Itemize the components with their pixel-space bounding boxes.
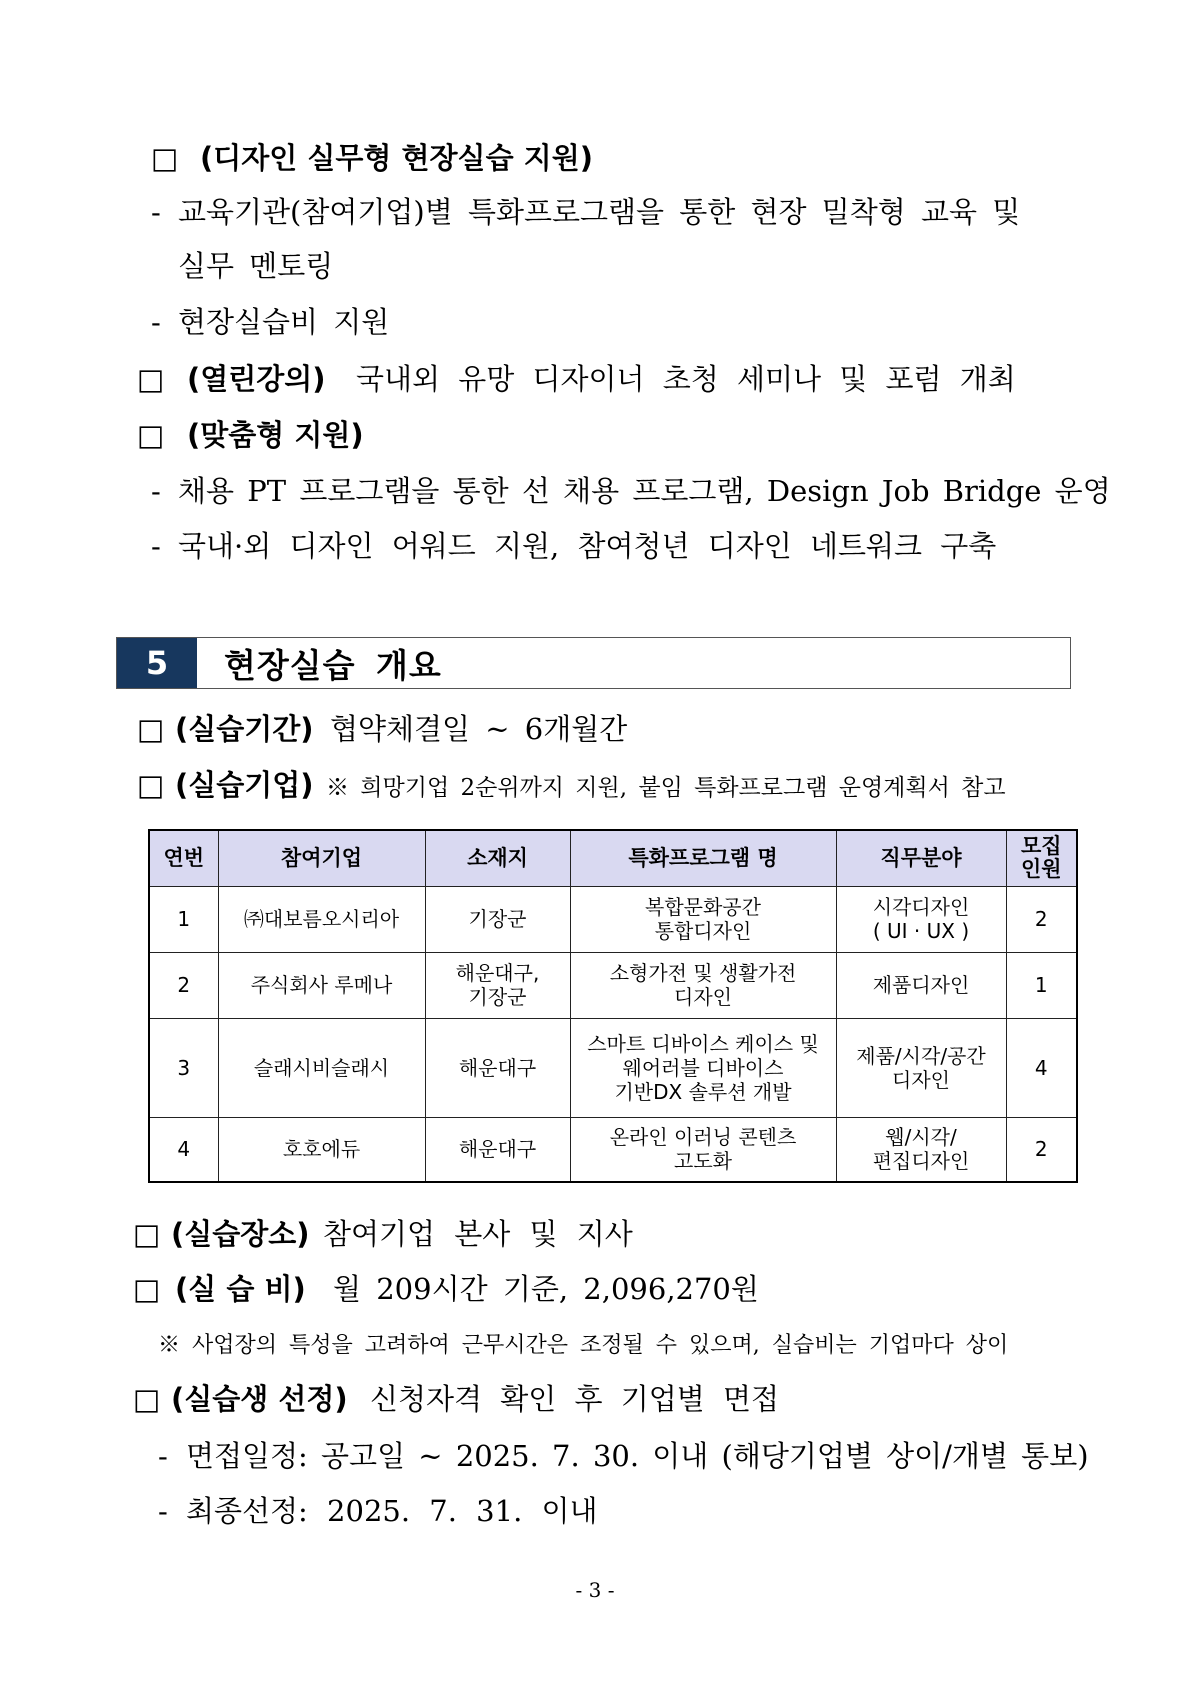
item-label: (실습생 선정) — [171, 1382, 348, 1416]
header-company: 참여기업 — [218, 830, 425, 886]
item-text: 채용 PT 프로그램을 통한 선 채용 프로그램, Design Job Bridge 운영 — [178, 474, 1111, 508]
dash-bullet: - — [158, 1439, 168, 1473]
table-header-row — [149, 830, 1077, 886]
box-bullet: □ — [137, 768, 165, 802]
design-support-item-continued — [178, 246, 333, 286]
cell-program: 스마트 디바이스 케이스 및 웨어러블 디바이스 기반DX 솔루션 개발 — [570, 1018, 836, 1117]
header-index: 연번 — [149, 830, 218, 886]
item-label: (맞춤형 지원) — [187, 418, 364, 452]
dash-bullet: - — [158, 1494, 168, 1528]
cell-index: 2 — [149, 952, 218, 1018]
cell-index: 4 — [149, 1117, 218, 1182]
item-text: 면접일정: 공고일 ~ 2025. 7. 30. 이내 (해당기업별 상이/개별 통보) — [186, 1439, 1089, 1473]
item-label: (실습기간) — [175, 712, 314, 746]
cell-location: 해운대구 — [425, 1117, 570, 1182]
header-field: 직무분야 — [836, 830, 1006, 886]
cell-headcount: 2 — [1006, 1117, 1077, 1182]
item-text: 월 209시간 기준, 2,096,270원 — [333, 1272, 759, 1306]
cell-index: 3 — [149, 1018, 218, 1117]
item-text: 신청자격 확인 후 기업별 면접 — [370, 1382, 780, 1416]
item-text: 국내외 유망 디자이너 초청 세미나 및 포럼 개최 — [356, 362, 1016, 396]
open-lecture-line — [137, 359, 1016, 399]
box-bullet: □ — [137, 418, 165, 452]
custom-support-item — [151, 526, 996, 566]
item-label: (열린강의) — [187, 362, 326, 396]
item-note: ※ 희망기업 2순위까지 지원, 붙임 특화프로그램 운영계획서 참고 — [326, 775, 1006, 801]
box-bullet: □ — [133, 1272, 161, 1306]
item-text: 최종선정: 2025. 7. 31. 이내 — [186, 1494, 598, 1528]
fee-line — [133, 1269, 759, 1309]
dash-bullet: - — [151, 195, 161, 229]
cell-field: 제품디자인 — [836, 952, 1006, 1018]
program-table — [148, 829, 1078, 1183]
cell-company: 호호에듀 — [218, 1117, 425, 1182]
cell-headcount: 1 — [1006, 952, 1077, 1018]
table-row — [149, 886, 1077, 952]
cell-index: 1 — [149, 886, 218, 952]
cell-headcount: 4 — [1006, 1018, 1077, 1117]
design-support-item — [151, 192, 1020, 232]
cell-field: 시각디자인 ( UI · UX ) — [836, 886, 1006, 952]
place-line — [133, 1214, 633, 1254]
cell-company: 슬래시비슬래시 — [218, 1018, 425, 1117]
cell-location: 해운대구 — [425, 1018, 570, 1117]
box-bullet: □ — [133, 1217, 161, 1251]
item-label: (디자인 실무형 현장실습 지원) — [200, 141, 593, 175]
period-line — [137, 709, 627, 749]
design-support-heading — [151, 138, 593, 178]
table-row — [149, 952, 1077, 1018]
table-row — [149, 1018, 1077, 1117]
custom-support-item — [151, 471, 1111, 511]
cell-field: 웹/시각/ 편집디자인 — [836, 1117, 1006, 1182]
custom-support-heading — [137, 415, 364, 455]
item-text: 실무 멘토링 — [178, 249, 334, 283]
item-text: 교육기관(참여기업)별 특화프로그램을 통한 현장 밀착형 교육 및 — [178, 195, 1021, 229]
fee-note: ※ 사업장의 특성을 고려하여 근무시간은 조정될 수 있으며, 실습비는 기업마다 상이 — [158, 1333, 1009, 1358]
design-support-item — [151, 302, 389, 342]
header-program: 특화프로그램 명 — [570, 830, 836, 886]
cell-field: 제품/시각/공간 디자인 — [836, 1018, 1006, 1117]
item-text: 참여기업 본사 및 지사 — [323, 1217, 633, 1251]
section-number: 5 — [117, 638, 197, 688]
selection-line — [133, 1379, 779, 1419]
cell-program: 소형가전 및 생활가전 디자인 — [570, 952, 836, 1018]
selection-item — [158, 1436, 1089, 1476]
dash-bullet: - — [151, 305, 161, 339]
header-location: 소재지 — [425, 830, 570, 886]
cell-location: 해운대구, 기장군 — [425, 952, 570, 1018]
page-number: - 3 - — [575, 1578, 615, 1602]
cell-company: ㈜대보름오시리아 — [218, 886, 425, 952]
dash-bullet: - — [151, 474, 161, 508]
cell-program: 온라인 이러닝 콘텐츠 고도화 — [570, 1117, 836, 1182]
item-label: (실습기업) — [175, 768, 314, 802]
box-bullet: □ — [137, 362, 165, 396]
item-text: 협약체결일 ~ 6개월간 — [330, 712, 628, 746]
section-header — [116, 637, 1071, 689]
box-bullet: □ — [151, 141, 179, 175]
box-bullet: □ — [133, 1382, 161, 1416]
dash-bullet: - — [151, 529, 161, 563]
item-label: (실 습 비) — [175, 1272, 306, 1306]
box-bullet: □ — [137, 712, 165, 746]
item-label: (실습장소) — [171, 1217, 310, 1251]
companies-line — [137, 765, 1006, 805]
header-headcount: 모집 인원 — [1006, 830, 1077, 886]
item-text: 국내·외 디자인 어워드 지원, 참여청년 디자인 네트워크 구축 — [178, 529, 997, 563]
selection-item — [158, 1491, 598, 1531]
table-row — [149, 1117, 1077, 1182]
cell-program: 복합문화공간 통합디자인 — [570, 886, 836, 952]
cell-company: 주식회사 루메나 — [218, 952, 425, 1018]
cell-location: 기장군 — [425, 886, 570, 952]
item-text: 현장실습비 지원 — [178, 305, 390, 339]
cell-headcount: 2 — [1006, 886, 1077, 952]
section-title: 현장실습 개요 — [224, 645, 442, 685]
